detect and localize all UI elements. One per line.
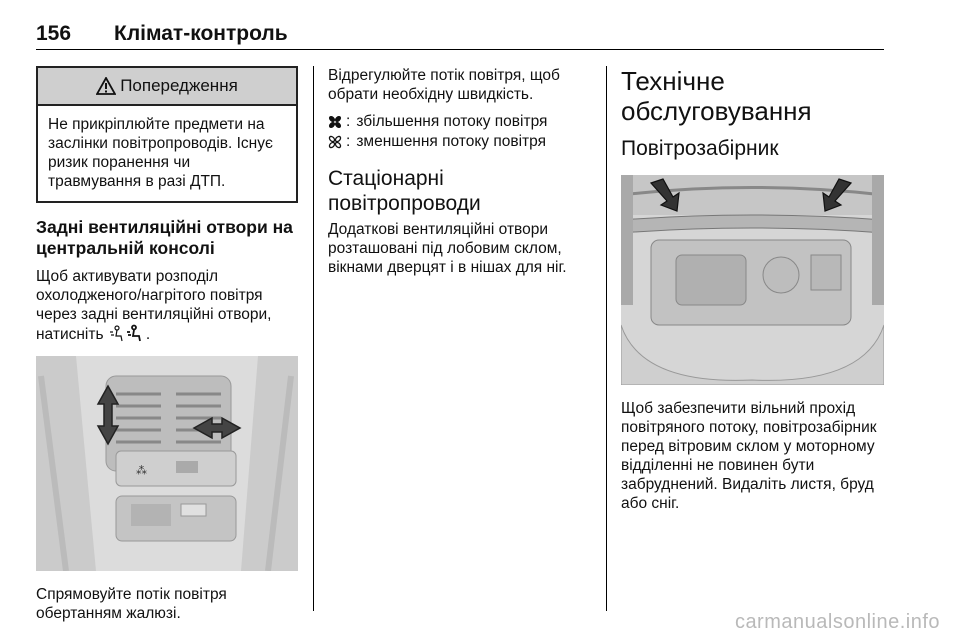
engine-bay-air-intake-illustration: [621, 175, 884, 385]
body-paragraph: Додаткові вентиляційні отвори розташовані під лобовим склом, вікнами дверцят і в нішах для ніг.: [328, 221, 567, 276]
warning-header: [38, 68, 296, 106]
body-paragraph: Щоб активувати розподіл охолодженого/нагрітого повітря через задні вентиляційні отвори, натисніть .: [36, 268, 272, 343]
legend-item: : збільшення потоку повітря: [328, 112, 588, 132]
page-title: Клімат-контроль: [114, 22, 288, 45]
rear-console-vents-illustration: [36, 356, 298, 571]
warning-box: [36, 66, 298, 203]
section-heading: Стаціонарні повітропроводи: [328, 167, 481, 215]
fan-small-icon: [328, 135, 342, 149]
column-1: [36, 66, 298, 623]
page-number: 156: [36, 22, 72, 45]
svg-text:⁂: ⁂: [136, 465, 147, 477]
column-2: [328, 66, 588, 277]
section-heading: Повітрозабірник: [621, 137, 779, 160]
header-divider: [36, 49, 884, 50]
warning-text: Не прикріплюйте предмети на заслінки повітропроводів. Існує ризик поранення чи травмування в разі ДТП.: [48, 116, 273, 190]
fan-legend: [328, 112, 588, 152]
figure-caption: Спрямовуйте потік повітря обертанням жалюзі.: [36, 586, 227, 622]
warning-title: Попередження: [120, 76, 238, 95]
chapter-heading: Технічне обслуговування: [621, 66, 812, 126]
body-paragraph: Щоб забезпечити вільний прохід повітряного потоку, повітрозабірник перед вітровим склом у моторному відділенні не повинен бути забруднений. Видаліть листя, бруд або сніг.: [621, 400, 877, 512]
section-heading: Задні вентиляційні отвори на центральній консолі: [36, 217, 293, 258]
watermark: carmanualsonline.info: [734, 611, 940, 633]
legend-item: : зменшення потоку повітря: [328, 132, 588, 152]
body-paragraph: Відрегулюйте потік повітря, щоб обрати необхідну швидкість.: [328, 67, 560, 103]
fan-large-icon: [328, 115, 342, 129]
column-3: [621, 66, 884, 513]
page-header: [36, 22, 288, 46]
column-divider: [606, 66, 607, 611]
column-divider: [313, 66, 314, 611]
warning-triangle-icon: [96, 77, 116, 95]
rear-air-distribution-icon: [108, 324, 146, 342]
